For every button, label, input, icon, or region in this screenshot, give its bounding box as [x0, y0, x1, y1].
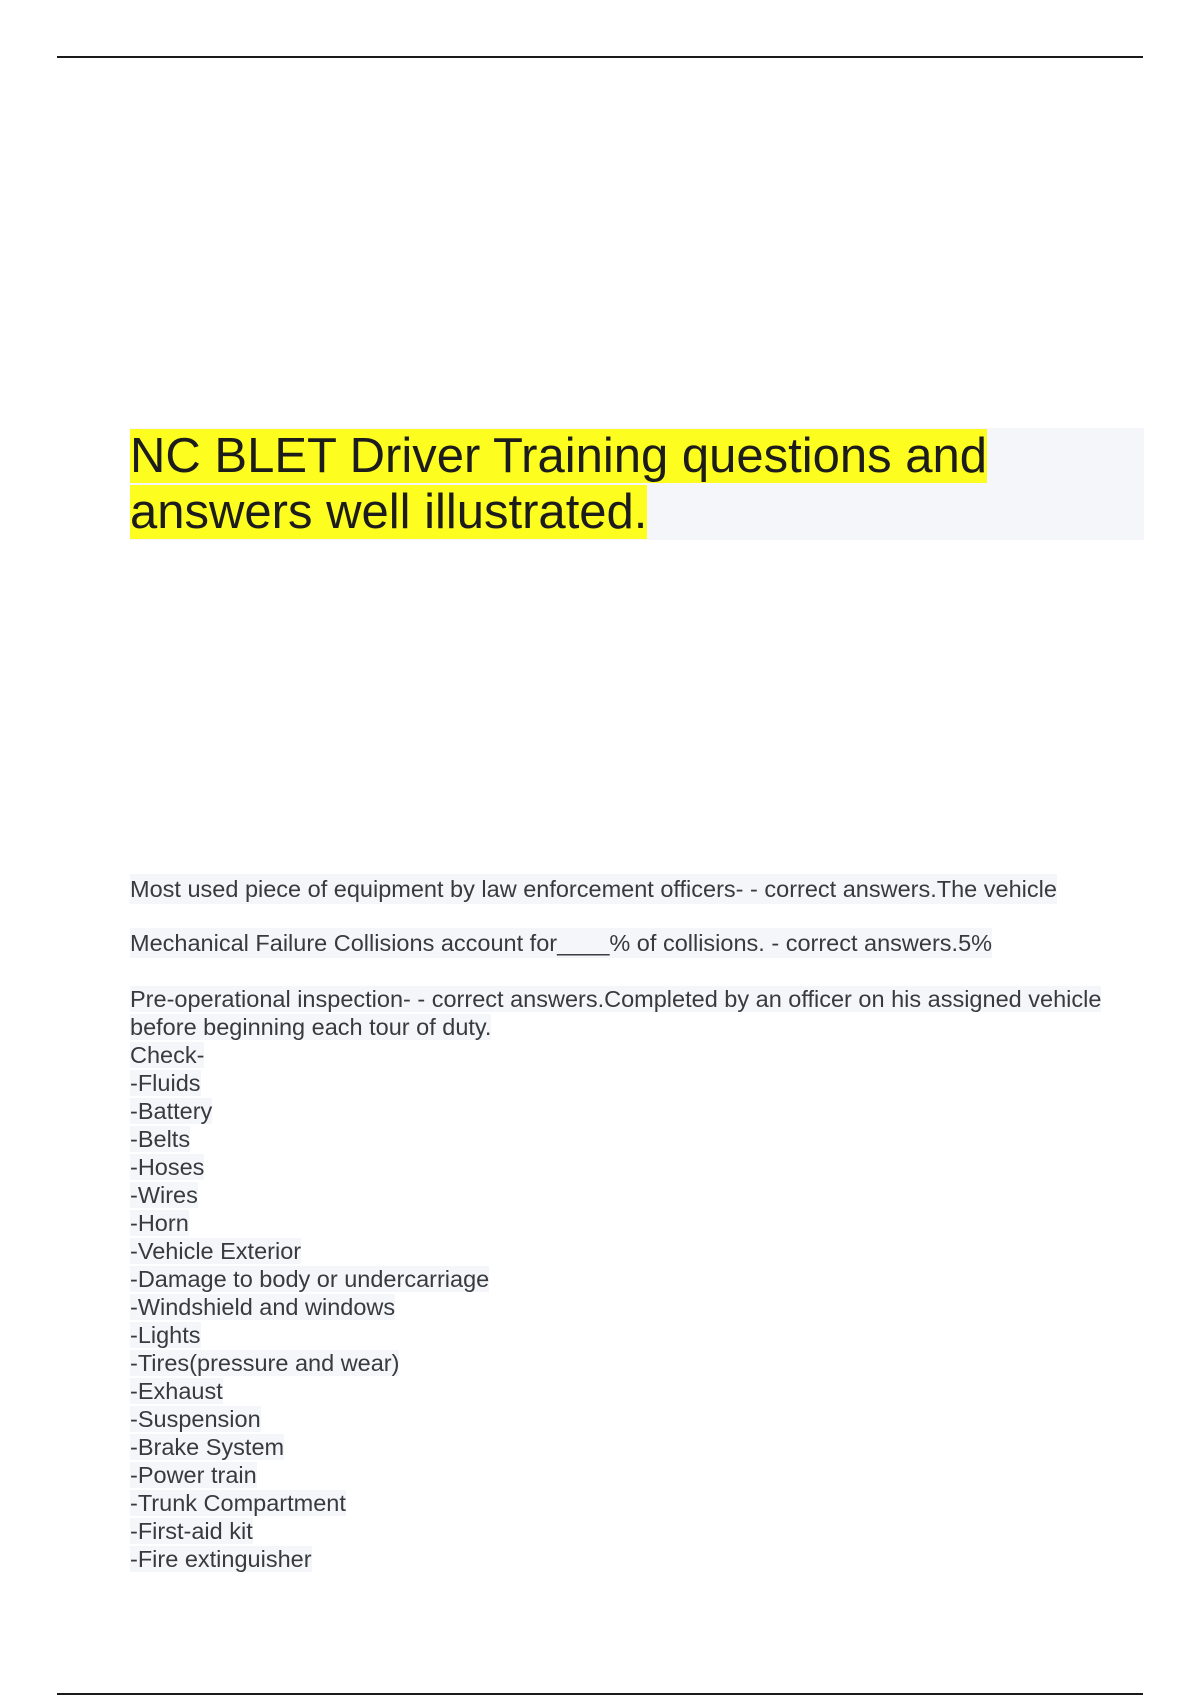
- qa-item-mechanical-failure: [130, 929, 1144, 957]
- qa-text: Most used piece of equipment by law enforcement officers- - correct answers.The vehicle: [130, 876, 1057, 902]
- title-line-1: NC BLET Driver Training questions and: [130, 429, 987, 483]
- qa-text: Mechanical Failure Collisions account for____% of collisions. - correct answers.5%: [130, 930, 993, 956]
- list-item: -Trunk Compartment: [130, 1490, 346, 1516]
- checklist: [130, 985, 1144, 1573]
- title-block: [130, 428, 1144, 540]
- list-item: -Exhaust: [130, 1378, 223, 1404]
- list-item: -Brake System: [130, 1434, 285, 1460]
- list-item: -First-aid kit: [130, 1518, 253, 1544]
- qa-item-pre-operational: [130, 985, 1144, 1573]
- list-item: -Hoses: [130, 1154, 205, 1180]
- list-item: -Belts: [130, 1126, 191, 1152]
- list-item: -Windshield and windows: [130, 1294, 396, 1320]
- list-item: -Tires(pressure and wear): [130, 1350, 400, 1376]
- list-item: -Fire extinguisher: [130, 1546, 312, 1572]
- list-item: -Battery: [130, 1098, 213, 1124]
- list-item: -Damage to body or undercarriage: [130, 1266, 490, 1292]
- list-item: -Suspension: [130, 1406, 261, 1432]
- document-title: [130, 428, 1144, 540]
- list-item: before beginning each tour of duty.: [130, 1014, 492, 1040]
- list-item: -Power train: [130, 1462, 257, 1488]
- bottom-rule: [57, 1693, 1143, 1695]
- top-rule: [57, 56, 1143, 58]
- list-item: -Fluids: [130, 1070, 201, 1096]
- list-item: -Horn: [130, 1210, 189, 1236]
- title-line-2: answers well illustrated.: [130, 485, 648, 539]
- list-item: Check-: [130, 1042, 205, 1068]
- list-item: -Wires: [130, 1182, 198, 1208]
- list-item: Pre-operational inspection- - correct answers.Completed by an officer on his assigned vehicle: [130, 986, 1102, 1012]
- list-item: -Lights: [130, 1322, 201, 1348]
- qa-item-equipment: [130, 875, 1144, 903]
- list-item: -Vehicle Exterior: [130, 1238, 302, 1264]
